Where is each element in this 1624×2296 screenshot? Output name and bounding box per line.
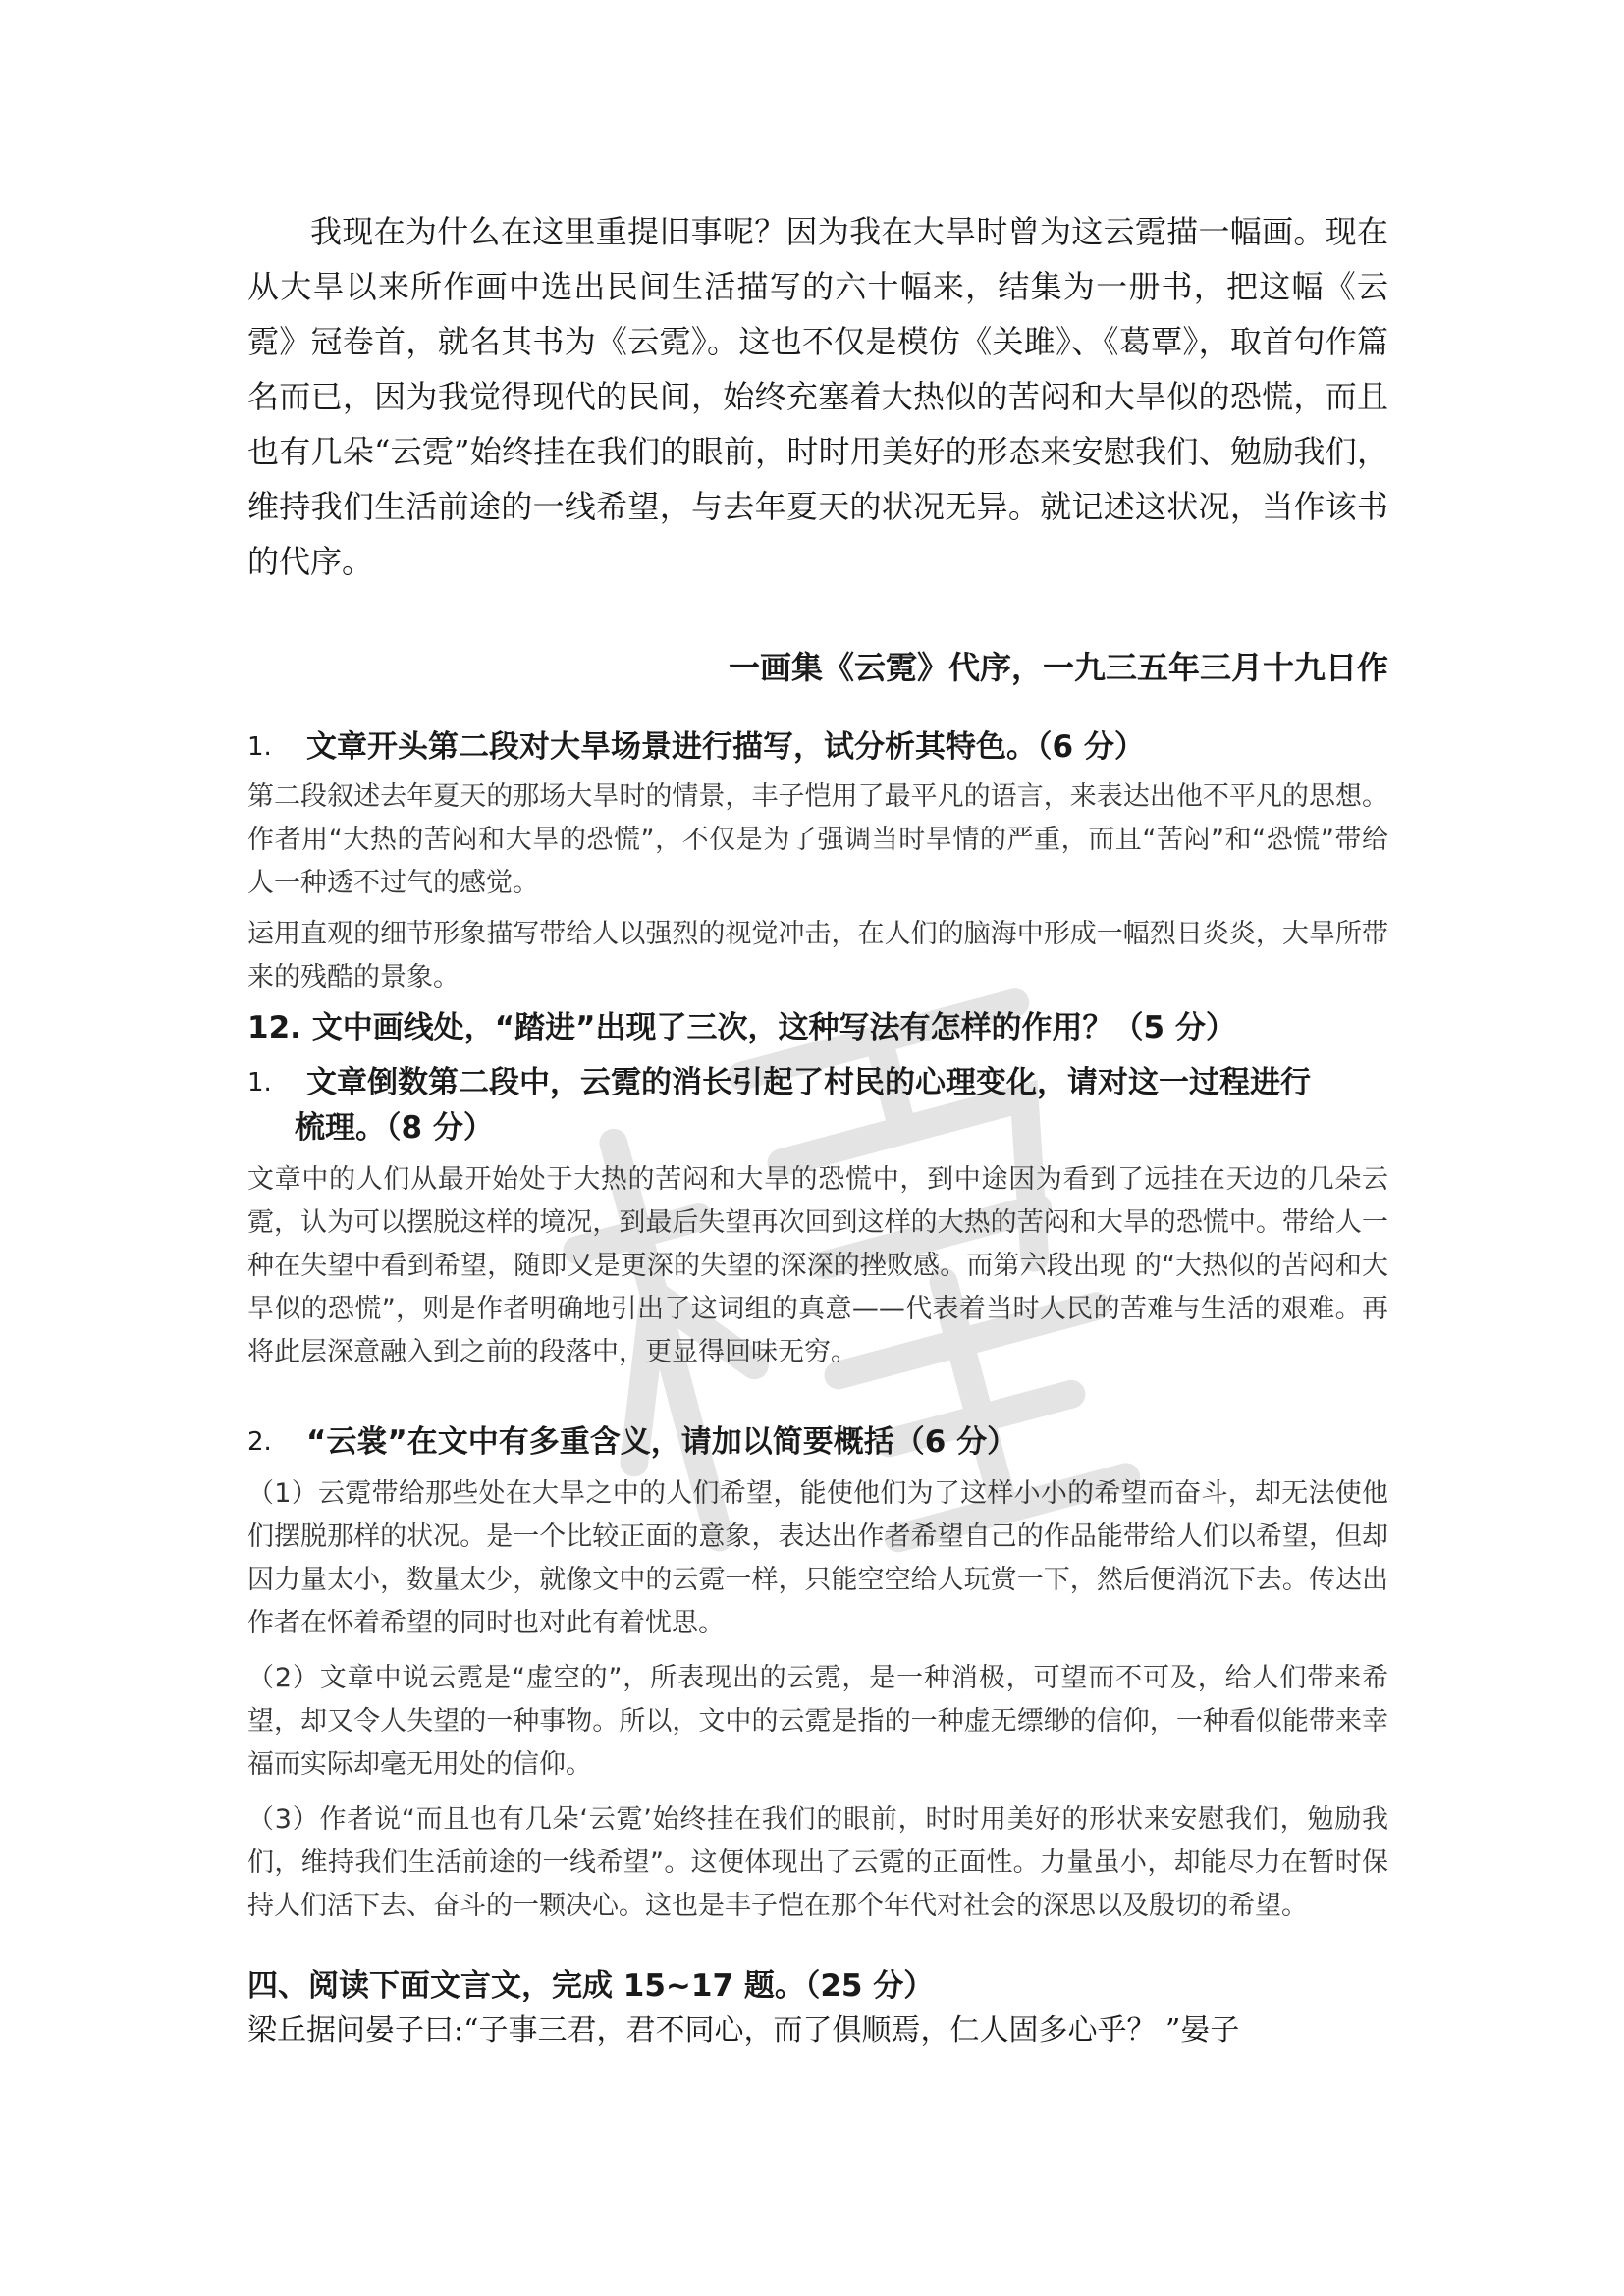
question-13 (247, 1060, 1388, 1105)
answer-1-part1: 第二段叙述去年夏天的那场大旱时的情景，丰子恺用了最平凡的语言，来表达出他不平凡的思想。作者用“大热的苦闷和大旱的恐慌”，不仅是为了强调当时旱情的严重，而且“苦闷”和“恐慌”带给人一种透不过气的感觉。 (247, 781, 1388, 898)
answer-14-part3: （3）作者说“而且也有几朵‘云霓’始终挂在我们的眼前，时时用美好的形状来安慰我们，勉励我们，维持我们生活前途的一线希望”。这便体现出了云霓的正面性。力量虽小，却能尽力在暂时保持人们活下去、奋斗的一颗决心。这也是丰子恺在那个年代对社会的深思以及殷切的希望。 (247, 1804, 1388, 1921)
question-1 (247, 724, 1388, 770)
question-13-continued: 梳理。（8 分） (295, 1110, 494, 1146)
section-heading-text: 四、阅读下面文言文，完成 15~17 题。（25 分） (247, 1968, 935, 2003)
question-14 (247, 1419, 1388, 1465)
question-text: “云裳”在文中有多重含义，请加以简要概括（6 分） (306, 1424, 1018, 1460)
section-4-text: 梁丘据问晏子曰:“子事三君，君不同心，而了俱顺焉，仁人固多心乎？ ”晏子 (247, 2013, 1240, 2048)
question-number: 1. (247, 732, 272, 762)
question-number: 1. (247, 1068, 272, 1097)
question-text: 12. 文中画线处，“踏进”出现了三次，这种写法有怎样的作用？（5 分） (247, 1010, 1236, 1045)
question-12 (247, 1005, 1388, 1050)
answer-1-part2: 运用直观的细节形象描写带给人以强烈的视觉冲击，在人们的脑海中形成一幅烈日炎炎，大旱所带来的残酷的景象。 (247, 919, 1388, 992)
question-text: 文章开头第二段对大旱场景进行描写，试分析其特色。（6 分） (306, 729, 1145, 765)
answer-13: 文章中的人们从最开始处于大热的苦闷和大旱的恐慌中，到中途因为看到了远挂在天边的几朵云霓，认为可以摆脱这样的境况，到最后失望再次回到这样的大热的苦闷和大旱的恐慌中。带给人一种在失望中看到希望，随即又是更深的失望的深深的挫败感。而第六段出现 的“大热似的苦闷和大旱似的恐慌”，则是作者明确地引出了这词组的真意——代表着当时人民的苦难与生活的艰难。再将此层深意融入到之前的段落中，更显得回味无穷。 (247, 1164, 1388, 1367)
answer-14-part2: （2）文章中说云霓是“虚空的”，所表现出的云霓，是一种消极，可望而不可及，给人们带来希望，却又令人失望的一种事物。所以，文中的云霓是指的一种虚无缥缈的信仰，一种看似能带来幸福而实际却毫无用处的信仰。 (247, 1663, 1388, 1780)
question-text: 文章倒数第二段中，云霓的消长引起了村民的心理变化，请对这一过程进行 (306, 1065, 1311, 1100)
answer-14-part1: （1）云霓带给那些处在大旱之中的人们希望，能使他们为了这样小小的希望而奋斗，却无法使他们摆脱那样的状况。是一个比较正面的意象，表达出作者希望自己的作品能带给人们以希望，但却因力量太小，数量太少，就像文中的云霓一样，只能空空给人玩赏一下，然后便消沉下去。传达出作者在怀着希望的同时也对此有着忧思。 (247, 1478, 1388, 1638)
passage-signature: 一画集《云霓》代序，一九三五年三月十九日作 (728, 649, 1388, 686)
question-number: 2. (247, 1427, 272, 1457)
section-4-heading (247, 1963, 1388, 2008)
passage-paragraph: 我现在为什么在这里重提旧事呢？因为我在大旱时曾为这云霓描一幅画。现在从大旱以来所作画中选出民间生活描写的六十幅来，结集为一册书，把这幅《云霓》冠卷首，就名其书为《云霓》。这也不仅是模仿《关雎》、《葛覃》，取首句作篇名而已，因为我觉得现代的民间，始终充塞着大热似的苦闷和大旱似的恐慌，而且也有几朵“云霓”始终挂在我们的眼前，时时用美好的形态来安慰我们、勉励我们，维持我们生活前途的一线希望，与去年夏天的状况无异。就记述这状况，当作该书的代序。 (247, 213, 1388, 580)
